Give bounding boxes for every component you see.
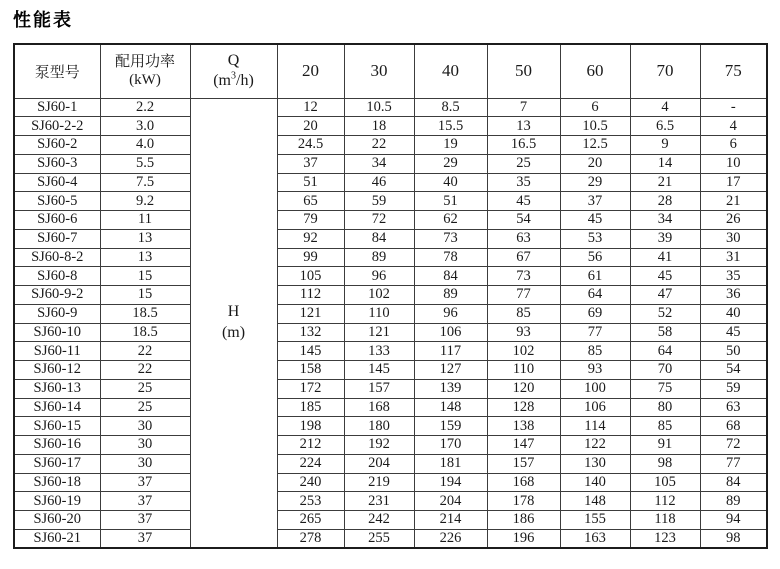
head-value-cell: 214 (414, 511, 487, 530)
head-value-cell: 21 (630, 173, 700, 192)
head-value-cell: 12.5 (560, 136, 630, 155)
rated-power-cell: 11 (100, 211, 190, 230)
pump-model-cell: SJ60-20 (14, 511, 100, 530)
head-value-cell: 110 (344, 304, 414, 323)
head-value-cell: 51 (414, 192, 487, 211)
head-value-cell: 120 (487, 379, 560, 398)
rated-power-cell: 25 (100, 398, 190, 417)
head-value-cell: 25 (487, 154, 560, 173)
head-value-cell: 96 (414, 304, 487, 323)
head-value-cell: 132 (277, 323, 344, 342)
head-value-cell: 35 (487, 173, 560, 192)
head-value-cell: 253 (277, 492, 344, 511)
head-value-cell: 20 (277, 117, 344, 136)
head-value-cell: 28 (630, 192, 700, 211)
rated-power-cell: 30 (100, 436, 190, 455)
head-value-cell: 226 (414, 529, 487, 548)
header-flow-60: 60 (560, 44, 630, 98)
head-value-cell: 35 (700, 267, 767, 286)
head-value-cell: 255 (344, 529, 414, 548)
head-value-cell: 121 (277, 304, 344, 323)
rated-power-cell: 18.5 (100, 323, 190, 342)
header-flow-30: 30 (344, 44, 414, 98)
header-flow-75: 75 (700, 44, 767, 98)
head-value-cell: 45 (630, 267, 700, 286)
table-row (14, 379, 767, 398)
table-row (14, 136, 767, 155)
head-value-cell: 47 (630, 286, 700, 305)
table-row (14, 229, 767, 248)
header-flow-40: 40 (414, 44, 487, 98)
table-row (14, 529, 767, 548)
table-header (14, 44, 767, 98)
head-value-cell: 10.5 (560, 117, 630, 136)
head-unit-cell (190, 98, 277, 548)
head-value-cell: 112 (630, 492, 700, 511)
head-value-cell: 224 (277, 454, 344, 473)
head-value-cell: 58 (630, 323, 700, 342)
head-value-cell: 45 (700, 323, 767, 342)
head-value-cell: 84 (344, 229, 414, 248)
rated-power-cell: 25 (100, 379, 190, 398)
rated-power-cell: 15 (100, 286, 190, 305)
head-value-cell: 4 (700, 117, 767, 136)
pump-model-cell: SJ60-2-2 (14, 117, 100, 136)
head-value-cell: 14 (630, 154, 700, 173)
head-value-cell: 105 (630, 473, 700, 492)
head-value-cell: 62 (414, 211, 487, 230)
table-row (14, 117, 767, 136)
head-value-cell: 98 (700, 529, 767, 548)
table-row (14, 398, 767, 417)
pump-model-cell: SJ60-1 (14, 98, 100, 117)
head-value-cell: 128 (487, 398, 560, 417)
head-value-cell: 64 (630, 342, 700, 361)
head-value-cell: 85 (630, 417, 700, 436)
head-value-cell: 6 (560, 98, 630, 117)
pump-model-cell: SJ60-3 (14, 154, 100, 173)
head-value-cell: 94 (700, 511, 767, 530)
head-value-cell: 157 (487, 454, 560, 473)
pump-model-cell: SJ60-2 (14, 136, 100, 155)
head-value-cell: 85 (487, 304, 560, 323)
head-value-cell: 198 (277, 417, 344, 436)
head-value-cell: 159 (414, 417, 487, 436)
head-value-cell: 158 (277, 361, 344, 380)
head-value-cell: 148 (560, 492, 630, 511)
head-value-cell: 16.5 (487, 136, 560, 155)
head-value-cell: 53 (560, 229, 630, 248)
header-flow-q (190, 44, 277, 98)
pump-model-cell: SJ60-12 (14, 361, 100, 380)
head-value-cell: 72 (344, 211, 414, 230)
head-value-cell: 46 (344, 173, 414, 192)
head-value-cell: 172 (277, 379, 344, 398)
pump-model-cell: SJ60-14 (14, 398, 100, 417)
head-value-cell: 68 (700, 417, 767, 436)
table-row (14, 417, 767, 436)
head-value-cell: 123 (630, 529, 700, 548)
rated-power-cell: 7.5 (100, 173, 190, 192)
pump-model-cell: SJ60-16 (14, 436, 100, 455)
head-value-cell: 99 (277, 248, 344, 267)
head-symbol: H (227, 302, 240, 320)
header-rated-power-name: 配用功率 (114, 53, 175, 70)
head-value-cell: 45 (560, 211, 630, 230)
rated-power-cell: 18.5 (100, 304, 190, 323)
table-row (14, 154, 767, 173)
rated-power-cell: 3.0 (100, 117, 190, 136)
table-row (14, 192, 767, 211)
table-body (14, 98, 767, 548)
head-value-cell: 148 (414, 398, 487, 417)
header-flow-20: 20 (277, 44, 344, 98)
pump-model-cell: SJ60-17 (14, 454, 100, 473)
head-value-cell: 181 (414, 454, 487, 473)
header-flow-70: 70 (630, 44, 700, 98)
head-value-cell: 73 (414, 229, 487, 248)
head-value-cell: 121 (344, 323, 414, 342)
head-value-cell: 69 (560, 304, 630, 323)
pump-model-cell: SJ60-15 (14, 417, 100, 436)
head-value-cell: 84 (700, 473, 767, 492)
head-value-cell: 127 (414, 361, 487, 380)
pump-model-cell: SJ60-6 (14, 211, 100, 230)
pump-model-cell: SJ60-4 (14, 173, 100, 192)
pump-model-cell: SJ60-13 (14, 379, 100, 398)
header-pump-model: 泵型号 (14, 44, 100, 98)
head-value-cell: 168 (487, 473, 560, 492)
head-value-cell: 10.5 (344, 98, 414, 117)
head-value-cell: 10 (700, 154, 767, 173)
head-value-cell: 180 (344, 417, 414, 436)
head-value-cell: 138 (487, 417, 560, 436)
head-value-cell: 31 (700, 248, 767, 267)
head-value-cell: 106 (414, 323, 487, 342)
head-value-cell: 26 (700, 211, 767, 230)
rated-power-cell: 30 (100, 417, 190, 436)
head-value-cell: 163 (560, 529, 630, 548)
head-value-cell: 79 (277, 211, 344, 230)
head-value-cell: 102 (344, 286, 414, 305)
table-row (14, 323, 767, 342)
head-value-cell: 54 (700, 361, 767, 380)
head-value-cell: 73 (487, 267, 560, 286)
head-value-cell: 185 (277, 398, 344, 417)
head-value-cell: 212 (277, 436, 344, 455)
head-value-cell: 65 (277, 192, 344, 211)
table-row (14, 454, 767, 473)
head-value-cell: 63 (487, 229, 560, 248)
head-value-cell: 194 (414, 473, 487, 492)
head-value-cell: 39 (630, 229, 700, 248)
head-value-cell: 84 (414, 267, 487, 286)
head-value-cell: 77 (700, 454, 767, 473)
head-value-cell: 155 (560, 511, 630, 530)
table-row (14, 342, 767, 361)
head-value-cell: 34 (630, 211, 700, 230)
table-row (14, 248, 767, 267)
table-row (14, 98, 767, 117)
head-value-cell: 78 (414, 248, 487, 267)
head-value-cell: 24.5 (277, 136, 344, 155)
head-value-cell: 67 (487, 248, 560, 267)
rated-power-cell: 9.2 (100, 192, 190, 211)
table-row (14, 492, 767, 511)
head-value-cell: 118 (630, 511, 700, 530)
pump-model-cell: SJ60-9-2 (14, 286, 100, 305)
head-value-cell: 93 (560, 361, 630, 380)
head-value-cell: 70 (630, 361, 700, 380)
head-value-cell: 96 (344, 267, 414, 286)
rated-power-cell: 30 (100, 454, 190, 473)
head-unit: (m) (221, 323, 246, 341)
head-value-cell: 140 (560, 473, 630, 492)
head-value-cell: 110 (487, 361, 560, 380)
head-value-cell: 30 (700, 229, 767, 248)
pump-model-cell: SJ60-9 (14, 304, 100, 323)
rated-power-cell: 37 (100, 529, 190, 548)
head-value-cell: 77 (487, 286, 560, 305)
head-value-cell: 77 (560, 323, 630, 342)
head-value-cell: 145 (277, 342, 344, 361)
head-value-cell: 196 (487, 529, 560, 548)
head-value-cell: 89 (414, 286, 487, 305)
head-value-cell: 147 (487, 436, 560, 455)
head-value-cell: 75 (630, 379, 700, 398)
table-row (14, 173, 767, 192)
head-value-cell: 37 (277, 154, 344, 173)
head-value-cell: 40 (700, 304, 767, 323)
head-value-cell: 22 (344, 136, 414, 155)
table-row (14, 511, 767, 530)
head-value-cell: 15.5 (414, 117, 487, 136)
head-value-cell: 130 (560, 454, 630, 473)
head-value-cell: 45 (487, 192, 560, 211)
head-value-cell: 52 (630, 304, 700, 323)
rated-power-cell: 37 (100, 511, 190, 530)
header-flow-unit: $(m^3/h)$ (213, 70, 254, 90)
table-row (14, 304, 767, 323)
head-value-cell: 36 (700, 286, 767, 305)
head-value-cell: 91 (630, 436, 700, 455)
head-value-cell: 105 (277, 267, 344, 286)
pump-model-cell: SJ60-11 (14, 342, 100, 361)
rated-power-cell: 15 (100, 267, 190, 286)
head-value-cell: 240 (277, 473, 344, 492)
head-value-cell: 13 (487, 117, 560, 136)
header-flow-symbol: Q (227, 52, 240, 70)
head-value-cell: 12 (277, 98, 344, 117)
head-value-cell: 231 (344, 492, 414, 511)
head-value-cell: 168 (344, 398, 414, 417)
head-value-cell: 54 (487, 211, 560, 230)
rated-power-cell: 13 (100, 248, 190, 267)
rated-power-cell: 22 (100, 342, 190, 361)
table-row (14, 361, 767, 380)
head-value-cell: 219 (344, 473, 414, 492)
head-value-cell: 6.5 (630, 117, 700, 136)
table-row (14, 436, 767, 455)
pump-model-cell: SJ60-8-2 (14, 248, 100, 267)
head-value-cell: 50 (700, 342, 767, 361)
pump-model-cell: SJ60-8 (14, 267, 100, 286)
head-value-cell: 89 (700, 492, 767, 511)
performance-table (13, 43, 768, 549)
head-value-cell: 64 (560, 286, 630, 305)
header-rated-power-unit: (kW) (129, 72, 161, 89)
head-value-cell: 72 (700, 436, 767, 455)
head-value-cell: 9 (630, 136, 700, 155)
head-value-cell: - (700, 98, 767, 117)
head-value-cell: 93 (487, 323, 560, 342)
head-value-cell: 278 (277, 529, 344, 548)
header-row (14, 44, 767, 98)
head-value-cell: 178 (487, 492, 560, 511)
head-value-cell: 6 (700, 136, 767, 155)
pump-model-cell: SJ60-19 (14, 492, 100, 511)
pump-model-cell: SJ60-5 (14, 192, 100, 211)
head-value-cell: 8.5 (414, 98, 487, 117)
rated-power-cell: 5.5 (100, 154, 190, 173)
rated-power-cell: 37 (100, 473, 190, 492)
head-value-cell: 242 (344, 511, 414, 530)
head-value-cell: 133 (344, 342, 414, 361)
head-value-cell: 4 (630, 98, 700, 117)
pump-model-cell: SJ60-18 (14, 473, 100, 492)
head-value-cell: 170 (414, 436, 487, 455)
table-row (14, 267, 767, 286)
head-value-cell: 265 (277, 511, 344, 530)
head-value-cell: 29 (414, 154, 487, 173)
header-rated-power (100, 44, 190, 98)
head-value-cell: 85 (560, 342, 630, 361)
head-value-cell: 21 (700, 192, 767, 211)
head-value-cell: 7 (487, 98, 560, 117)
head-value-cell: 20 (560, 154, 630, 173)
table-row (14, 211, 767, 230)
head-value-cell: 41 (630, 248, 700, 267)
head-value-cell: 34 (344, 154, 414, 173)
head-value-cell: 59 (700, 379, 767, 398)
head-value-cell: 157 (344, 379, 414, 398)
head-value-cell: 139 (414, 379, 487, 398)
head-value-cell: 80 (630, 398, 700, 417)
head-value-cell: 204 (344, 454, 414, 473)
table-row (14, 473, 767, 492)
head-value-cell: 40 (414, 173, 487, 192)
head-value-cell: 56 (560, 248, 630, 267)
table-row (14, 286, 767, 305)
head-value-cell: 19 (414, 136, 487, 155)
head-value-cell: 117 (414, 342, 487, 361)
rated-power-cell: 2.2 (100, 98, 190, 117)
rated-power-cell: 13 (100, 229, 190, 248)
head-value-cell: 51 (277, 173, 344, 192)
head-value-cell: 92 (277, 229, 344, 248)
head-value-cell: 89 (344, 248, 414, 267)
head-value-cell: 122 (560, 436, 630, 455)
head-value-cell: 18 (344, 117, 414, 136)
head-value-cell: 102 (487, 342, 560, 361)
head-value-cell: 192 (344, 436, 414, 455)
head-value-cell: 29 (560, 173, 630, 192)
head-value-cell: 63 (700, 398, 767, 417)
head-value-cell: 204 (414, 492, 487, 511)
head-value-cell: 100 (560, 379, 630, 398)
rated-power-cell: 4.0 (100, 136, 190, 155)
pump-model-cell: SJ60-21 (14, 529, 100, 548)
pump-model-cell: SJ60-7 (14, 229, 100, 248)
header-flow-50: 50 (487, 44, 560, 98)
head-value-cell: 112 (277, 286, 344, 305)
head-value-cell: 186 (487, 511, 560, 530)
rated-power-cell: 22 (100, 361, 190, 380)
page-title: 性能表 (13, 10, 73, 30)
head-value-cell: 17 (700, 173, 767, 192)
head-value-cell: 61 (560, 267, 630, 286)
head-value-cell: 106 (560, 398, 630, 417)
head-value-cell: 98 (630, 454, 700, 473)
head-value-cell: 145 (344, 361, 414, 380)
head-value-cell: 37 (560, 192, 630, 211)
rated-power-cell: 37 (100, 492, 190, 511)
pump-model-cell: SJ60-10 (14, 323, 100, 342)
head-value-cell: 59 (344, 192, 414, 211)
head-value-cell: 114 (560, 417, 630, 436)
